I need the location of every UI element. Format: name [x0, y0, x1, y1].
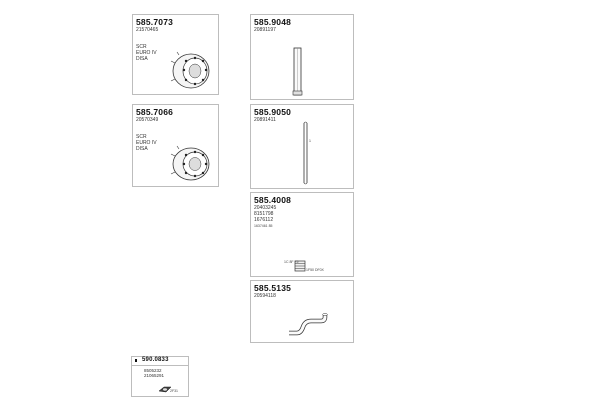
reference-small: 1637461 85 — [254, 224, 273, 228]
note-2: EURO IV — [136, 50, 157, 56]
reference-number-3: 1676112 — [254, 217, 274, 223]
bent-pipe-icon — [287, 313, 329, 337]
part-number: 585.7066 — [136, 107, 174, 117]
reference-number: 20891411 — [254, 117, 276, 123]
caption-left: 1C 8F 75 — [284, 260, 299, 264]
part-card-585-5135[interactable] — [250, 280, 354, 343]
part-card-585-9050[interactable] — [250, 104, 354, 189]
exhaust-pipe-icon — [299, 121, 313, 187]
note-3: DISA — [136, 146, 148, 152]
part-number: 585.7073 — [136, 17, 174, 27]
note-1: SCR — [136, 134, 147, 140]
reference-number: 21570465 — [136, 27, 159, 33]
catalytic-converter-icon — [169, 51, 213, 91]
dimension-label: 1 — [309, 139, 311, 143]
part-number: 585.5135 — [254, 283, 292, 293]
part-number: 585.9050 — [254, 107, 292, 117]
reference-number: 20891197 — [254, 27, 276, 33]
part-card-585-7066[interactable] — [132, 104, 219, 187]
reference-number-1: 8505232 — [144, 368, 162, 373]
part-card-585-9048[interactable] — [250, 14, 354, 100]
header-marker-icon — [135, 359, 137, 362]
part-number: 585.4008 — [254, 195, 292, 205]
caption-right: 1F50 DF0X — [306, 268, 324, 272]
reference-number-1: 20403245 — [254, 205, 277, 211]
reference-number-2: 8151798 — [254, 211, 274, 217]
catalytic-converter-icon — [169, 145, 213, 183]
part-card-590-0833[interactable] — [131, 356, 189, 397]
exhaust-pipe-icon — [291, 47, 305, 97]
caption: 2F31 — [170, 389, 178, 393]
reference-number: 20594118 — [254, 293, 276, 299]
note-1: SCR — [136, 44, 147, 50]
reference-number-2: 21065291 — [144, 373, 165, 378]
part-card-585-7073[interactable] — [132, 14, 219, 95]
note-3: DISA — [136, 56, 148, 62]
part-number: 590.0833 — [142, 357, 169, 363]
part-number: 585.9048 — [254, 17, 292, 27]
part-card-585-4008[interactable] — [250, 192, 354, 277]
reference-number: 20570349 — [136, 117, 159, 123]
note-2: EURO IV — [136, 140, 157, 146]
